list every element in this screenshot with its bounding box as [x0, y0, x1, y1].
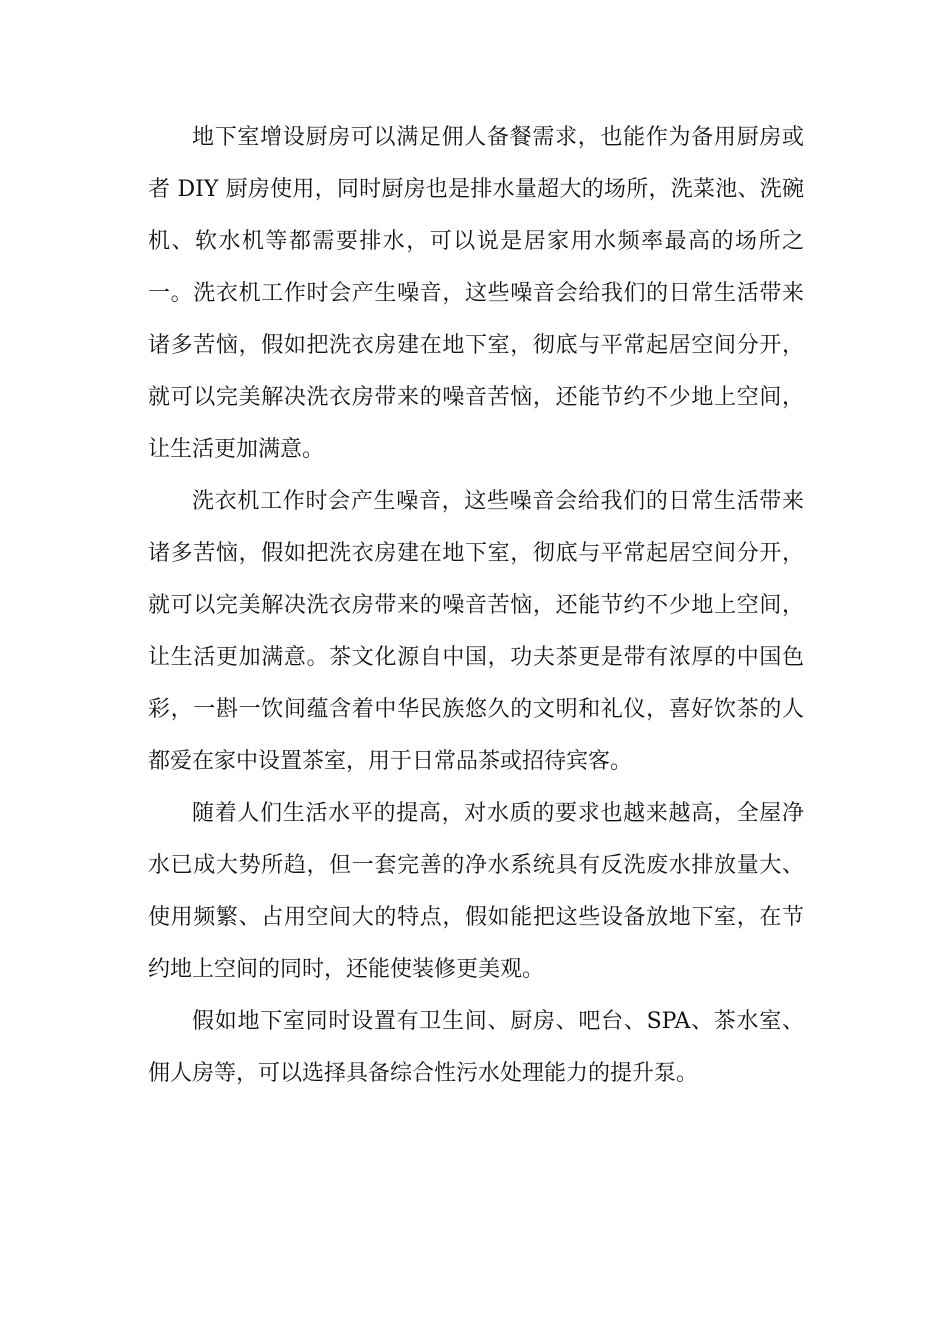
text-line: 让生活更加满意。茶文化源自中国，功夫茶更是带有浓厚的中国色: [148, 645, 804, 670]
text-line: 就可以完美解决洗衣房带来的噪音苦恼，还能节约不少地上空间，: [148, 593, 804, 618]
text-line: 使用频繁、占用空间大的特点，假如能把这些设备放地下室，在节: [148, 905, 804, 930]
document-body: [148, 112, 804, 1100]
text-line: 机、软水机等都需要排水，可以说是居家用水频率最高的场所之: [148, 229, 804, 254]
text-line: 者 DIY 厨房使用，同时厨房也是排水量超大的场所，洗菜池、洗碗: [148, 177, 804, 202]
text-line: 假如地下室同时设置有卫生间、厨房、吧台、SPA、茶水室、: [192, 1009, 804, 1034]
text-line: 都爱在家中设置茶室，用于日常品茶或招待宾客。: [148, 749, 633, 774]
paragraph-2: [148, 476, 804, 788]
text-line: 水已成大势所趋，但一套完善的净水系统具有反洗废水排放量大、: [148, 853, 804, 878]
text-line: 诸多苦恼，假如把洗衣房建在地下室，彻底与平常起居空间分开，: [148, 541, 804, 566]
text-line: 彩，一斟一饮间蕴含着中华民族悠久的文明和礼仪，喜好饮茶的人: [148, 697, 804, 722]
paragraph-1: [148, 112, 804, 476]
paragraph-4: [148, 996, 804, 1100]
text-line: 让生活更加满意。: [148, 437, 325, 462]
text-line: 佣人房等，可以选择具备综合性污水处理能力的提升泵。: [148, 1061, 699, 1086]
text-line: 就可以完美解决洗衣房带来的噪音苦恼，还能节约不少地上空间，: [148, 385, 804, 410]
text-line: 地下室增设厨房可以满足佣人备餐需求，也能作为备用厨房或: [192, 125, 804, 150]
paragraph-3: [148, 788, 804, 996]
text-line: 诸多苦恼，假如把洗衣房建在地下室，彻底与平常起居空间分开，: [148, 333, 804, 358]
text-line: 约地上空间的同时，还能使装修更美观。: [148, 957, 545, 982]
text-line: 一。洗衣机工作时会产生噪音，这些噪音会给我们的日常生活带来: [148, 281, 804, 306]
text-line: 随着人们生活水平的提高，对水质的要求也越来越高，全屋净: [192, 801, 804, 826]
text-line: 洗衣机工作时会产生噪音，这些噪音会给我们的日常生活带来: [192, 489, 804, 514]
